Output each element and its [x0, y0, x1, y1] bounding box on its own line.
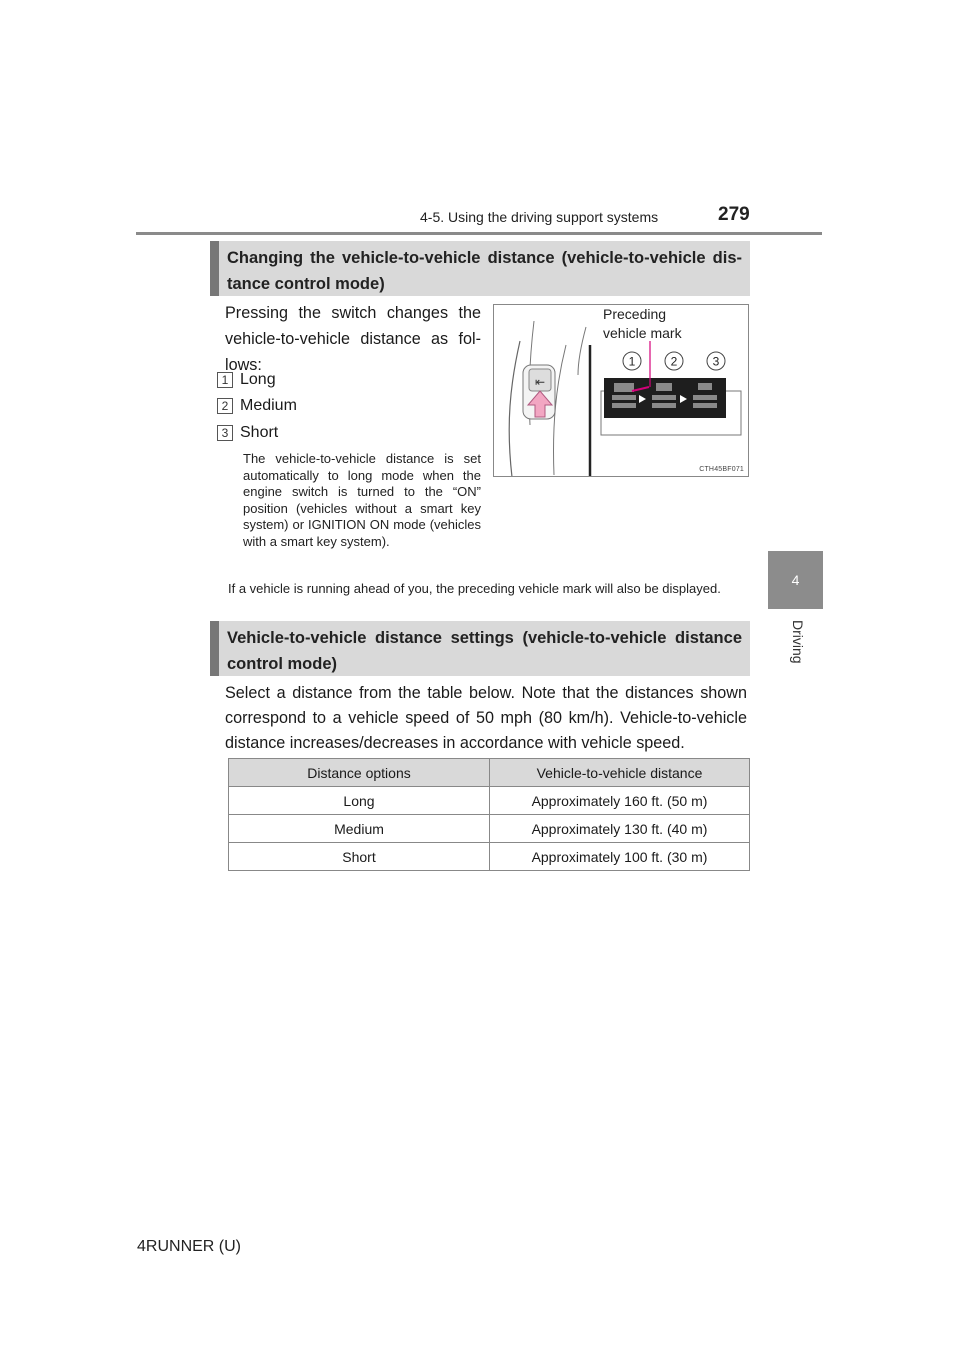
item-number-badge: 1	[217, 372, 233, 388]
section-heading-changing-distance: Changing the vehicle-to-vehicle distance (vehicle-to-vehicle dis-tance control mode)	[210, 241, 750, 296]
figure-code: CTH45BF071	[699, 466, 744, 473]
list-item	[217, 422, 278, 444]
header-divider	[136, 232, 822, 235]
item-number-badge: 3	[217, 425, 233, 441]
chapter-tab	[768, 551, 823, 609]
section-heading-distance-settings: Vehicle-to-vehicle distance settings (vehicle-to-vehicle distance control mode)	[210, 621, 750, 676]
list-item	[217, 369, 276, 391]
figure-number-3: 3	[712, 354, 720, 369]
figure-number-2: 2	[670, 354, 678, 369]
note-preceding-vehicle: If a vehicle is running ahead of you, the preceding vehicle mark will also be displayed.	[228, 581, 721, 596]
table-header-cell: Distance options	[229, 759, 490, 787]
table-row	[229, 787, 750, 815]
list-item-label: Medium	[240, 397, 297, 414]
table-cell: Approximately 130 ft. (40 m)	[490, 815, 750, 843]
svg-text:⇤: ⇤	[534, 375, 546, 389]
table-row	[229, 843, 750, 871]
list-item-label: Long	[240, 371, 276, 388]
list-item	[217, 395, 297, 417]
model-footer: 4RUNNER (U)	[137, 1238, 241, 1255]
chapter-number: 4	[791, 572, 800, 588]
table-cell: Short	[229, 843, 490, 871]
item-number-badge: 2	[217, 398, 233, 414]
table-cell: Long	[229, 787, 490, 815]
distance-table	[228, 758, 750, 871]
distance-settings-paragraph: Select a distance from the table below. Note that the distances shown correspond to a vehicle speed of 50 mph (80 km/h). Vehicle-to-vehicle distance increases/decreases in accordance with vehicle speed.	[225, 684, 747, 752]
table-header-row	[229, 759, 750, 787]
table-cell: Approximately 160 ft. (50 m)	[490, 787, 750, 815]
chapter-label: Driving	[790, 620, 806, 664]
note-default-distance: The vehicle-to-vehicle distance is set automatically to long mode when the engine switch is turned to the “ON” position (vehicles without a smart key system) or IGNITION ON mode (vehicles with a smart key system).	[243, 451, 481, 549]
distance-switch-illustration	[493, 304, 749, 477]
intro-paragraph: Pressing the switch changes the vehicle-to-vehicle distance as fol-lows:	[225, 304, 481, 374]
table-cell: Medium	[229, 815, 490, 843]
preceding-vehicle-callout: Preceding vehicle mark	[603, 306, 682, 341]
table-cell: Approximately 100 ft. (30 m)	[490, 843, 750, 871]
header-section-title: 4-5. Using the driving support systems	[420, 209, 659, 225]
table-row	[229, 815, 750, 843]
page-number: 279	[718, 204, 750, 225]
table-header-cell: Vehicle-to-vehicle distance	[490, 759, 750, 787]
figure-number-1: 1	[628, 354, 636, 369]
list-item-label: Short	[240, 424, 279, 441]
